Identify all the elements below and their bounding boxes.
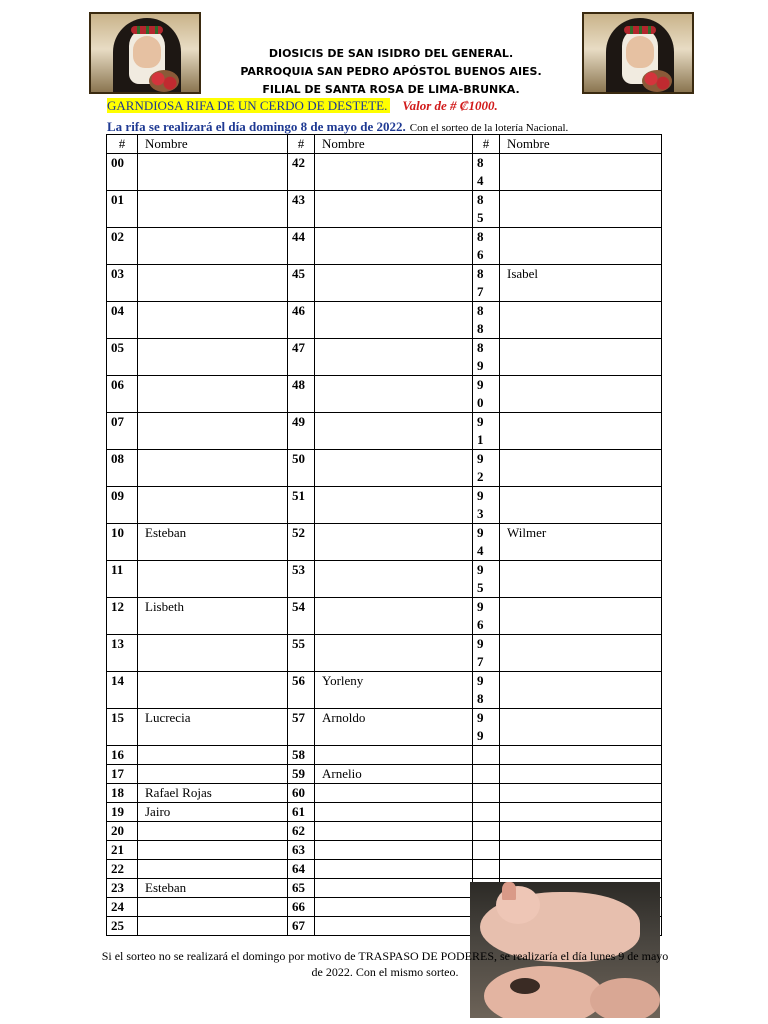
ticket-number [473,672,500,709]
ticket-number [473,376,500,413]
ticket-number [473,487,500,524]
header-filial: FILIAL DE SANTA ROSA DE LIMA-BRUNKA. [262,83,520,96]
ticket-number: 64 [288,860,315,879]
ticket-number: 55 [288,635,315,672]
participant-name [315,879,473,898]
table-row [107,487,662,524]
table-row [107,635,662,672]
ticket-number [473,784,500,803]
participant-name: Lisbeth [138,598,288,635]
column-header-name: Nombre [138,135,288,154]
ticket-number: 61 [288,803,315,822]
participant-name [315,487,473,524]
table-row [107,561,662,598]
participant-name: Lucrecia [138,709,288,746]
participant-name [138,841,288,860]
ticket-number [473,154,500,191]
ticket-number: 00 [107,154,138,191]
ticket-number: 08 [107,450,138,487]
participant-name [500,191,662,228]
ticket-number: 67 [288,917,315,936]
participant-name [138,302,288,339]
table-row [107,413,662,450]
ticket-number [473,450,500,487]
ticket-number-text: 95 [477,562,484,595]
participant-name [500,413,662,450]
table-row [107,860,662,879]
ticket-number-text: 90 [477,377,484,410]
ticket-number: 65 [288,879,315,898]
ticket-number: 59 [288,765,315,784]
participant-name [138,672,288,709]
participant-name [315,598,473,635]
table-row [107,784,662,803]
ticket-number-text: 98 [477,673,484,706]
table-row [107,450,662,487]
ticket-number: 63 [288,841,315,860]
participant-name [138,765,288,784]
participant-name [500,784,662,803]
participant-name [315,841,473,860]
ticket-number: 03 [107,265,138,302]
ticket-number [473,635,500,672]
participant-name [500,376,662,413]
participant-name: Esteban [138,524,288,561]
column-header-name: Nombre [500,135,662,154]
participant-name [138,898,288,917]
ticket-number: 21 [107,841,138,860]
ticket-number: 62 [288,822,315,841]
ticket-number [473,860,500,879]
participant-name [500,339,662,376]
raffle-title: GARNDIOSA RIFA DE UN CERDO DE DESTETE. [107,98,390,113]
ticket-number: 17 [107,765,138,784]
ticket-number-text: 92 [477,451,484,484]
ticket-number [473,265,500,302]
participant-name [315,635,473,672]
participant-name [500,450,662,487]
participant-name [315,746,473,765]
table-row [107,191,662,228]
participant-name: Esteban [138,879,288,898]
ticket-number: 51 [288,487,315,524]
ticket-number: 20 [107,822,138,841]
ticket-number: 23 [107,879,138,898]
participant-name [315,376,473,413]
participant-name [138,450,288,487]
ticket-number [473,803,500,822]
participant-name [500,487,662,524]
table-header-row [107,135,662,154]
participant-name [138,339,288,376]
participant-name [315,302,473,339]
participant-name [500,765,662,784]
ticket-number: 60 [288,784,315,803]
ticket-number: 50 [288,450,315,487]
column-header-number: # [288,135,315,154]
participant-name [138,191,288,228]
participant-name [500,709,662,746]
ticket-number [473,191,500,228]
ticket-number: 05 [107,339,138,376]
ticket-number: 42 [288,154,315,191]
table-row [107,302,662,339]
participant-name [315,561,473,598]
participant-name [315,154,473,191]
ticket-number [473,561,500,598]
participant-name [500,672,662,709]
participant-name: Rafael Rojas [138,784,288,803]
participant-name [138,635,288,672]
participant-name [138,746,288,765]
participant-name [315,917,473,936]
participant-name [500,803,662,822]
table-row [107,376,662,413]
table-row [107,822,662,841]
participant-name [138,154,288,191]
header-diocese: DIOSICIS DE SAN ISIDRO DEL GENERAL. [268,47,514,60]
ticket-number [473,228,500,265]
ticket-number-text: 91 [477,414,484,447]
ticket-number [473,822,500,841]
ticket-number: 14 [107,672,138,709]
ticket-number: 58 [288,746,315,765]
participant-name [315,898,473,917]
participant-name [500,746,662,765]
table-row [107,841,662,860]
ticket-number: 01 [107,191,138,228]
table-row [107,746,662,765]
participant-name: Isabel [500,265,662,302]
table-row [107,672,662,709]
raffle-date: La rifa se realizará el día domingo 8 de mayo de 2022. [107,119,406,134]
participant-name: Arnoldo [315,709,473,746]
participant-name [315,339,473,376]
participant-name [500,598,662,635]
participant-name [138,561,288,598]
ticket-number: 45 [288,265,315,302]
ticket-number: 25 [107,917,138,936]
table-row [107,709,662,746]
ticket-number-text: 99 [477,710,484,743]
participant-name [315,191,473,228]
participant-name [500,822,662,841]
ticket-number-text: 84 [477,155,484,188]
table-row [107,339,662,376]
ticket-number: 56 [288,672,315,709]
participant-name [315,265,473,302]
raffle-date-note: Con el sorteo de la lotería Nacional. [409,122,569,134]
ticket-number: 06 [107,376,138,413]
ticket-number: 66 [288,898,315,917]
participant-name [315,860,473,879]
ticket-number: 47 [288,339,315,376]
ticket-number [473,709,500,746]
participant-name [138,265,288,302]
ticket-number: 22 [107,860,138,879]
ticket-number: 13 [107,635,138,672]
ticket-number: 15 [107,709,138,746]
ticket-number-text: 93 [477,488,484,521]
table-row [107,598,662,635]
participant-name [500,154,662,191]
ticket-number: 09 [107,487,138,524]
ticket-number: 19 [107,803,138,822]
participant-name [138,917,288,936]
ticket-number [473,765,500,784]
table-row [107,765,662,784]
ticket-number: 12 [107,598,138,635]
participant-name [138,822,288,841]
ticket-number: 04 [107,302,138,339]
ticket-number-text: 87 [477,266,484,299]
ticket-number: 46 [288,302,315,339]
ticket-number [473,302,500,339]
ticket-number-text: 85 [477,192,484,225]
participant-name [500,302,662,339]
ticket-number: 54 [288,598,315,635]
column-header-name: Nombre [315,135,473,154]
table-row [107,228,662,265]
participant-name [138,860,288,879]
ticket-number: 16 [107,746,138,765]
saint-portrait-right [582,12,694,94]
ticket-number: 24 [107,898,138,917]
participant-name [500,561,662,598]
participant-name: Arnelio [315,765,473,784]
participant-name [315,784,473,803]
ticket-number: 11 [107,561,138,598]
ticket-number-text: 89 [477,340,484,373]
table-row [107,265,662,302]
participant-name [315,822,473,841]
saint-portrait-left [89,12,201,94]
ticket-number-text: 97 [477,636,484,669]
ticket-number-text: 94 [477,525,484,558]
ticket-number: 52 [288,524,315,561]
participant-name [500,860,662,879]
participant-name [138,228,288,265]
ticket-number [473,524,500,561]
ticket-number: 49 [288,413,315,450]
table-row [107,524,662,561]
table-row [107,803,662,822]
footer-note: Si el sorteo no se realizará el domingo por motivo de TRASPASO DE PODERES, se realizaría el día lunes 9 de mayo de 2022. Con el mismo sorteo. [101,949,669,979]
raffle-price: Valor de # ₡1000. [402,98,498,113]
ticket-number [473,413,500,450]
ticket-number: 48 [288,376,315,413]
ticket-number [473,841,500,860]
participant-name: Jairo [138,803,288,822]
participant-name [500,635,662,672]
participant-name [500,228,662,265]
participant-name: Wilmer [500,524,662,561]
ticket-number: 18 [107,784,138,803]
ticket-number: 44 [288,228,315,265]
ticket-number-text: 96 [477,599,484,632]
header-parish: PARROQUIA SAN PEDRO APÓSTOL BUENOS AIES. [240,65,542,78]
column-header-number: # [107,135,138,154]
column-header-number: # [473,135,500,154]
ticket-number-text: 88 [477,303,484,336]
ticket-number [473,598,500,635]
participant-name [315,450,473,487]
participant-name [315,413,473,450]
participant-name [315,524,473,561]
participant-name [138,487,288,524]
participant-name [315,803,473,822]
ticket-number: 02 [107,228,138,265]
ticket-number: 57 [288,709,315,746]
participant-name [138,413,288,450]
ticket-number: 53 [288,561,315,598]
participant-name [500,841,662,860]
participant-name [138,376,288,413]
table-row [107,154,662,191]
participant-name [315,228,473,265]
ticket-number-text: 86 [477,229,484,262]
ticket-number: 10 [107,524,138,561]
ticket-number: 43 [288,191,315,228]
ticket-number [473,339,500,376]
ticket-number: 07 [107,413,138,450]
raffle-table [106,134,662,936]
raffle-title-line [107,98,498,114]
participant-name: Yorleny [315,672,473,709]
ticket-number [473,746,500,765]
